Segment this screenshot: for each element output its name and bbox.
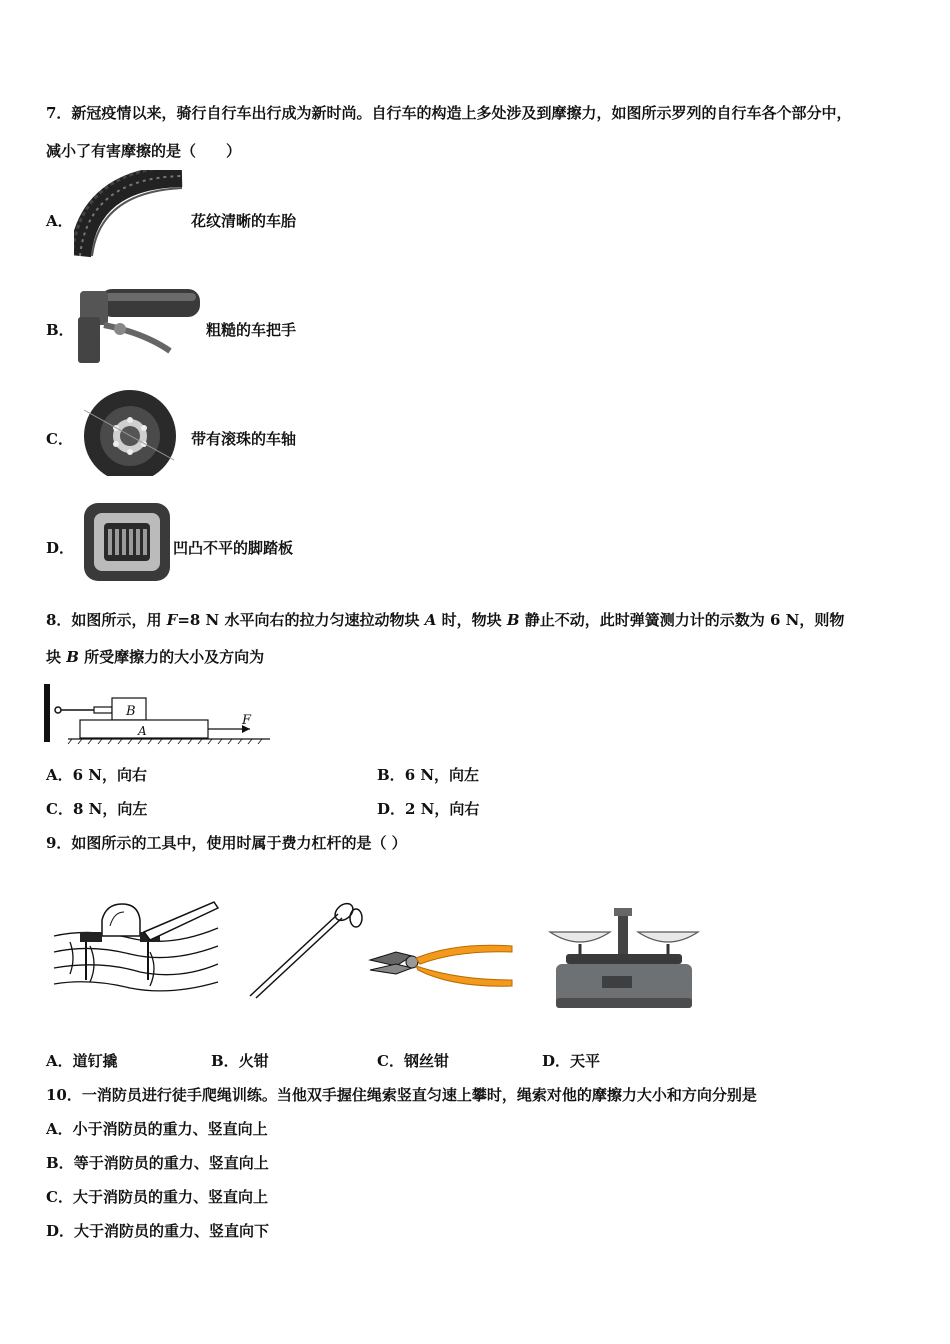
var-b-2: B	[66, 648, 79, 666]
q9-option-b[interactable]: B．火钳	[211, 1052, 269, 1070]
q9-option-c[interactable]: C．钢丝钳	[377, 1052, 449, 1070]
q8-option-d[interactable]: D．2 N，向右	[377, 800, 480, 818]
q8-option-c[interactable]: C．8 N，向左	[46, 800, 148, 818]
q10-stem-line1: 10．一消防员进行徒手爬绳训练。当他双手握住绳索竖直匀速上攀时，绳索对他的摩擦力大小和方向分别是	[46, 1086, 757, 1104]
fire-tongs-icon	[244, 898, 366, 1002]
q7-option-d-label[interactable]: D．	[46, 539, 75, 557]
figure-label-b: B	[126, 704, 136, 719]
handlebar-icon	[74, 281, 208, 367]
q10-option-a[interactable]: A．小于消防员的重力、竖直向上	[46, 1120, 268, 1138]
q10-option-c[interactable]: C．大于消防员的重力、竖直向上	[46, 1188, 268, 1206]
q10-option-d[interactable]: D．大于消防员的重力、竖直向下	[46, 1222, 270, 1240]
spike-crowbar-icon	[50, 898, 222, 1004]
q7-stem-line1: 7．新冠疫情以来，骑行自行车出行成为新时尚。自行车的构造上多处涉及到摩擦力，如图所示罗列的自行车各个部分中，	[46, 104, 852, 122]
var-f: F	[166, 611, 178, 629]
q10-option-b[interactable]: B．等于消防员的重力、竖直向上	[46, 1154, 269, 1172]
wire-pliers-icon	[366, 936, 516, 996]
var-b: B	[506, 611, 520, 629]
figure-label-a: A	[138, 724, 147, 738]
q7-option-c-label[interactable]: C．	[46, 430, 73, 448]
q7-option-d-text: 凹凸不平的脚踏板	[173, 539, 294, 557]
q7-stem-line2: 减小了有害摩擦的是（ ）	[46, 142, 242, 160]
q7-option-a-text: 花纹清晰的车胎	[191, 212, 297, 230]
q7-option-b-text: 粗糙的车把手	[206, 321, 297, 339]
q8-stem-line2: 块 B 所受摩擦力的大小及方向为	[46, 648, 265, 666]
q8-figure	[44, 684, 272, 746]
q9-option-a[interactable]: A．道钉撬	[46, 1052, 118, 1070]
figure-label-f: F	[242, 713, 252, 728]
axle-bearing-icon	[74, 390, 186, 476]
q7-option-c-text: 带有滚珠的车轴	[191, 430, 297, 448]
q9-stem-line1: 9．如图所示的工具中，使用时属于费力杠杆的是（ ）	[46, 834, 407, 852]
var-a: A	[424, 611, 437, 629]
pedal-icon	[80, 499, 174, 585]
q8-option-a[interactable]: A．6 N，向右	[46, 766, 148, 784]
q9-option-d[interactable]: D．天平	[542, 1052, 601, 1070]
q7-option-b-label[interactable]: B．	[46, 321, 74, 339]
q8-option-b[interactable]: B．6 N，向左	[377, 766, 480, 784]
q7-option-a-label[interactable]: A．	[46, 212, 73, 230]
balance-scale-icon	[546, 906, 702, 1012]
tire-icon	[74, 170, 190, 258]
q8-stem-line1: 8．如图所示，用 F=8 N 水平向右的拉力匀速拉动物块 A 时，物块 B 静止不动，此时弹簧测力计的示数为 6 N，则物	[46, 611, 845, 629]
